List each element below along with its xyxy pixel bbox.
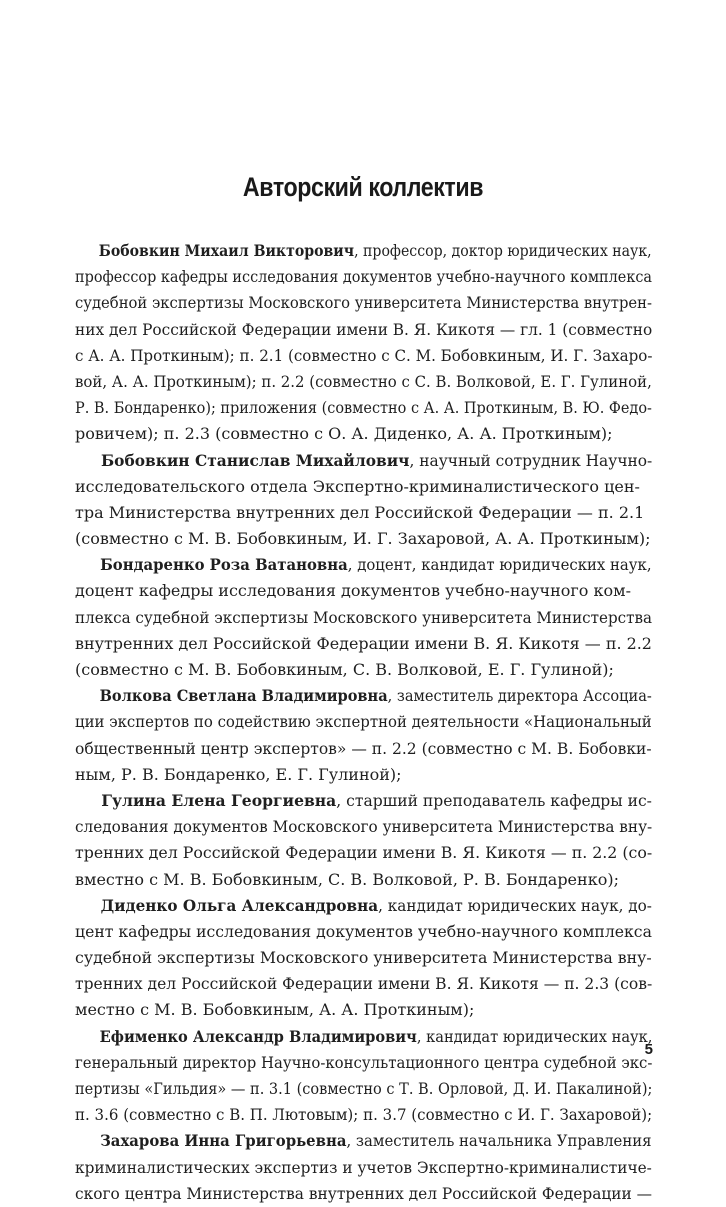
line-text: криминалистических экспертиз и учетов Экспертно-криминалистиче- — [75, 1157, 652, 1177]
text-line — [75, 762, 652, 788]
text-line — [75, 893, 652, 919]
line-text: профессор кафедры исследования документов учебно-научного комплекса — [75, 267, 652, 287]
text-line — [75, 526, 652, 552]
text-line — [75, 1102, 653, 1128]
text-line — [75, 814, 653, 840]
line-text: , заместитель начальника Управления — [346, 1131, 652, 1151]
line-text: Р. В. Бондаренко); приложения (совместно с А. А. Проткиным, В. Ю. Федо- — [75, 398, 652, 418]
line-text: (совместно с М. В. Бобовкиным, С. В. Волковой, Е. Г. Гулиной); — [75, 660, 614, 679]
line-text: , кандидат юридических наук, до- — [378, 895, 652, 915]
author-name: Диденко Ольга Александровна — [100, 895, 379, 915]
text-line — [75, 683, 652, 709]
line-text: ровичем); п. 2.3 (совместно с О. А. Диденко, А. А. Проткиным); — [75, 424, 613, 444]
page-number: 5 — [644, 1041, 653, 1058]
author-name: Волкова Светлана Владимировна — [99, 686, 388, 706]
author-name: Ефименко Александр Владимирович — [99, 1026, 417, 1046]
text-line — [75, 500, 652, 526]
line-text: тренних дел Российской Федерации имени В. Я. Кикотя — п. 2.3 (сов- — [75, 974, 653, 994]
line-text: судебной экспертизы Московского университета Министерства внутрен- — [75, 293, 652, 313]
line-text: , старший преподаватель кафедры ис- — [336, 790, 652, 810]
line-text: следования документов Московского университета Министерства вну- — [75, 817, 653, 837]
line-text: общественный центр экспертов» — п. 2.2 (совместно с М. В. Бобовки- — [75, 738, 652, 758]
text-line — [75, 1050, 653, 1076]
line-text: , кандидат юридических наук, — [416, 1026, 653, 1046]
text-line — [75, 369, 652, 395]
line-text: вой, А. А. Проткиным); п. 2.2 (совместно с С. В. Волковой, Е. Г. Гулиной, — [75, 371, 652, 391]
author-name: Бобовкин Станислав Михайлович — [101, 450, 410, 470]
text-line — [75, 997, 652, 1023]
author-name: Бобовкин Михаил Викторович — [98, 241, 355, 260]
page-title: Авторский коллектив — [242, 172, 484, 202]
line-text: местно с М. В. Бобовкиным, А. А. Проткиным); — [75, 1000, 475, 1020]
line-text: тренних дел Российской Федерации имени В. Я. Кикотя — п. 2.2 (со- — [75, 843, 653, 863]
text-line — [75, 1024, 653, 1050]
author-name: Гулина Елена Георгиевна — [101, 790, 337, 810]
line-text: , доцент, кандидат юридических наук, — [347, 555, 652, 575]
text-line — [75, 343, 653, 369]
line-text: плекса судебной экспертизы Московского университета Министерства — [75, 607, 653, 627]
line-text: цент кафедры исследования документов учебно-научного комплекса — [75, 921, 652, 941]
line-text: (совместно с М. В. Бобовкиным, И. Г. Захаровой, А. А. Проткиным); — [75, 529, 651, 549]
text-line — [75, 657, 652, 683]
text-line — [75, 448, 653, 474]
line-text: , заместитель директора Ассоциа- — [387, 686, 652, 706]
text-line — [75, 788, 652, 814]
line-text: п. 3.6 (совместно с В. П. Лютовым); п. 3.7 (совместно с И. Г. Захаровой); — [75, 1105, 653, 1125]
line-text: ского центра Министерства внутренних дел Российской Федерации — — [75, 1183, 653, 1203]
text-line — [75, 867, 652, 893]
text-line — [75, 1181, 653, 1207]
line-text: внутренних дел Российской Федерации имени В. Я. Кикотя — п. 2.2 — [75, 633, 652, 653]
author-list — [75, 238, 652, 1207]
text-line — [75, 631, 650, 657]
author-name: Бондаренко Роза Ватановна — [100, 555, 348, 575]
line-text: тра Министерства внутренних дел Российской Федерации — п. 2.1 — [75, 502, 645, 522]
author-name: Захарова Инна Григорьевна — [100, 1131, 347, 1151]
line-text: исследовательского отдела Экспертно-криминалистического цен- — [75, 476, 640, 496]
text-line — [75, 736, 652, 762]
text-line — [75, 238, 652, 264]
text-line — [75, 709, 652, 735]
line-text: доцент кафедры исследования документов учебно-научного ком- — [75, 581, 631, 601]
line-text: генеральный директор Научно-консультационного центра судебной экс- — [75, 1052, 653, 1072]
text-line — [75, 1128, 652, 1154]
line-text: вместно с М. В. Бобовкиным, С. В. Волковой, Р. В. Бондаренко); — [75, 869, 619, 889]
text-line — [75, 264, 652, 290]
text-line — [75, 605, 653, 631]
text-line — [75, 421, 652, 447]
text-line — [75, 971, 653, 997]
line-text: , научный сотрудник Научно- — [409, 450, 653, 470]
line-text: судебной экспертизы Московского университета Министерства вну- — [75, 948, 652, 968]
text-line — [75, 395, 652, 421]
text-line — [75, 1155, 652, 1181]
text-line — [75, 578, 652, 604]
text-line — [75, 840, 653, 866]
text-line — [75, 317, 653, 343]
text-line — [75, 945, 652, 971]
line-text: них дел Российской Федерации имени В. Я. Кикотя — гл. 1 (совместно — [75, 319, 653, 339]
line-text: пертизы «Гильдия» — п. 3.1 (совместно с Т. В. Орловой, Д. И. Пакалиной); — [75, 1079, 653, 1098]
line-text: с А. А. Проткиным); п. 2.1 (совместно с С. М. Бобовкиным, И. Г. Захаро- — [75, 345, 653, 365]
text-line — [75, 474, 652, 500]
line-text: ным, Р. В. Бондаренко, Е. Г. Гулиной); — [75, 764, 402, 784]
text-line — [75, 919, 652, 945]
line-text: , профессор, доктор юридических наук, — [354, 241, 652, 260]
line-text: ции экспертов по содействию экспертной деятельности «Национальный — [75, 712, 652, 732]
text-line — [75, 290, 652, 316]
text-line — [75, 1076, 653, 1102]
text-line — [75, 552, 652, 578]
